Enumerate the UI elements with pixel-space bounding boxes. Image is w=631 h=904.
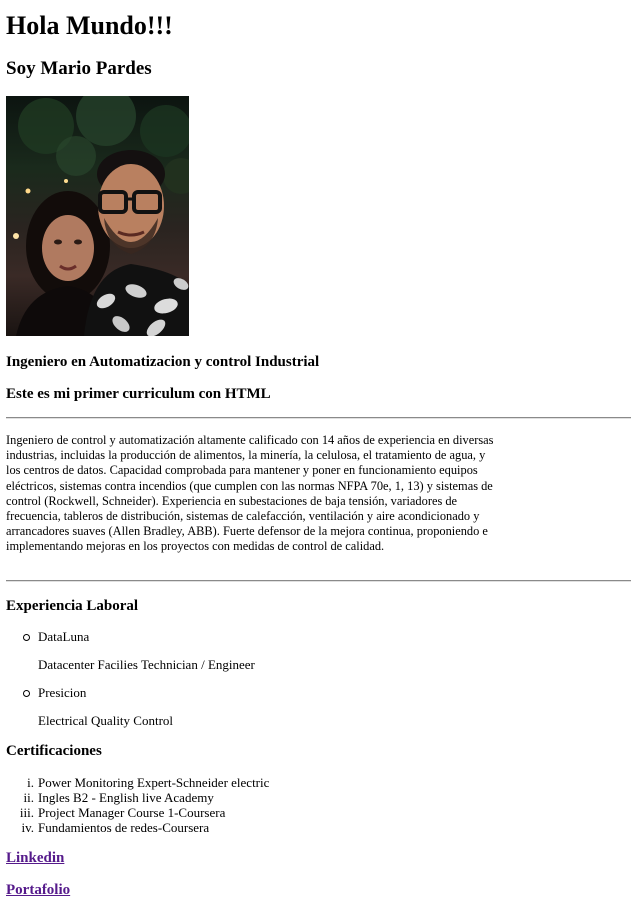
certification-item (6, 820, 269, 835)
divider-top (6, 417, 631, 419)
experience-company: DataLuna (38, 629, 90, 644)
profile-title: Ingeniero en Automatizacion y control Industrial (6, 354, 320, 370)
certification-item (6, 805, 269, 820)
certification-label: Power Monitoring Expert-Schneider electric (38, 775, 270, 790)
experience-role: Datacenter Facilies Technician / Engineer (38, 657, 255, 672)
profile-note: Este es mi primer curriculum con HTML (6, 386, 271, 402)
linkedin-link[interactable]: Linkedin (6, 850, 65, 866)
page-title: Hola Mundo!!! (6, 11, 173, 40)
certification-number: i. (27, 775, 34, 790)
experience-item (6, 628, 606, 674)
certification-label: Fundamientos de redes-Coursera (38, 820, 210, 835)
certifications-heading: Certificaciones (6, 743, 102, 759)
profile-photo (6, 96, 189, 336)
certification-item (6, 790, 269, 805)
experience-role: Electrical Quality Control (38, 713, 174, 728)
profile-photo-illustration (6, 96, 189, 336)
summary-paragraph: Ingeniero de control y automatización altamente calificado con 14 años de experiencia en diversas industrias, incluidas la producción de alimentos, la minería, la celulosa, el tratamiento de agua, y los centros de datos. Capacidad comprobada para mantener y poner en funcionamiento equipos eléctricos, sistemas contra incendios (que cumplen con las normas NFPA 70e, 1, 13) y sistemas de control (Rockwell, Schneider). Experiencia en subestaciones de baja tensión, variadores de frecuencia, tableros de distribución, sistemas de calefacción, ventilación y aire acondicionado y arrancadores suaves (Allen Bradley, ABB). Fuerte defensor de la mejora continua, proponiendo e implementando mejoras en los proyectos con medidas de control de calidad. (6, 433, 494, 554)
certification-label: Project Manager Course 1-Coursera (38, 805, 226, 820)
experience-company: Presicion (38, 685, 87, 700)
portfolio-link[interactable]: Portafolio (6, 882, 71, 898)
certification-item (6, 775, 269, 790)
certification-label: Ingles B2 - English live Academy (38, 790, 214, 805)
certification-number: iv. (21, 820, 34, 835)
certification-number: ii. (23, 790, 34, 805)
certification-number: iii. (19, 805, 34, 820)
divider-bottom (6, 580, 631, 582)
experience-item (6, 684, 606, 730)
experience-list (6, 628, 606, 730)
certifications-list (6, 775, 269, 835)
experience-heading: Experiencia Laboral (6, 598, 139, 614)
circle-bullet-icon (23, 634, 30, 641)
circle-bullet-icon (23, 690, 30, 697)
page-subtitle: Soy Mario Pardes (6, 58, 152, 79)
